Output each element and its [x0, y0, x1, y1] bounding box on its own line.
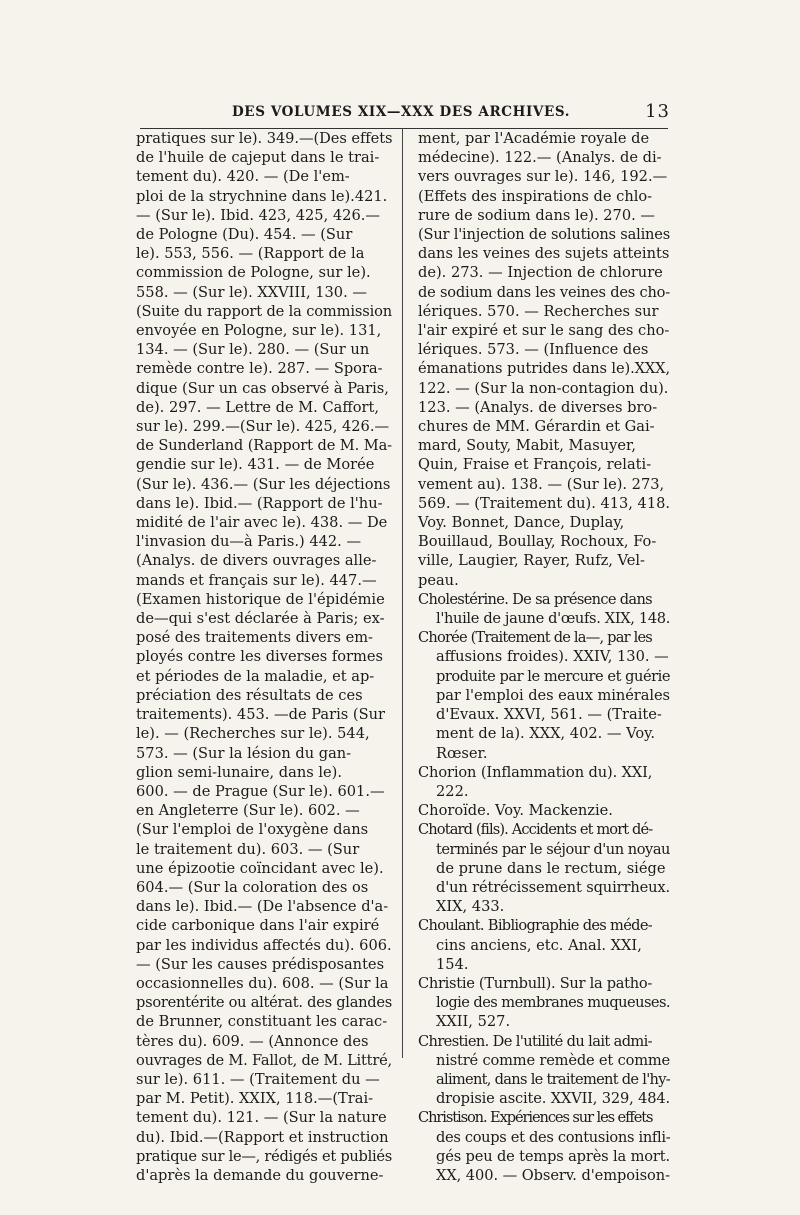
text-line: 573. — (Sur la lésion du gan- [136, 744, 352, 762]
text-line: (Effets des inspirations de chlo- [418, 187, 653, 205]
text-line: remède contre le). 287. — Spora- [136, 360, 383, 378]
text-line: vement au). 138. — (Sur le). 273, [418, 475, 665, 493]
text-line: 154. [436, 955, 469, 973]
text-line: 569. — (Traitement du). 413, 418. [418, 494, 670, 512]
text-line: (Sur le). 436.— (Sur les déjections [136, 475, 391, 493]
text-line: de Sunderland (Rapport de M. Ma- [136, 437, 392, 455]
text-line: ment, par l'Académie royale de [418, 130, 650, 147]
text-line: posé des traitements divers em- [136, 629, 373, 647]
text-line: psorentérite ou altérat. des glandes [136, 994, 393, 1012]
text-line: (Examen historique de l'épidémie [136, 590, 385, 608]
text-line: lériques. 573. — (Influence des [418, 341, 649, 359]
index-entry-continuation [418, 129, 670, 590]
text-line: par l'emploi des eaux minérales [436, 686, 670, 704]
text-line: tement du). 420. — (De l'em- [136, 168, 350, 186]
text-line: Choroïde. Voy. Mackenzie. [418, 802, 613, 820]
text-line: de). 273. — Injection de chlorure [418, 264, 663, 282]
text-line: 123. — (Analys. de diverses bro- [418, 398, 658, 416]
page-header [140, 101, 670, 128]
right-column [418, 129, 670, 1185]
text-line: Chorion (Inflammation du). XXI, [418, 763, 653, 781]
text-line: en Angleterre (Sur le). 602. — [136, 802, 360, 820]
text-line: le). 553, 556. — (Rapport de la [136, 245, 365, 263]
index-entry [418, 628, 670, 762]
text-line: dique (Sur un cas observé à Paris, [136, 379, 389, 397]
text-line: Christison. Expériences sur les effets [418, 1109, 653, 1127]
text-line: l'air expiré et sur le sang des cho- [418, 322, 670, 340]
text-line: de sodium dans les veines des cho- [418, 283, 670, 301]
text-line: gés peu de temps après la mort. [436, 1147, 670, 1165]
text-line: 604.— (Sur la coloration des os [136, 878, 369, 896]
text-line: 558. — (Sur le). XXVIII, 130. — [136, 283, 367, 301]
text-line: de l'huile de cajeput dans le trai- [136, 149, 380, 167]
text-line: le). — (Recherches sur le). 544, [136, 725, 370, 743]
text-line: ment de la). XXX, 402. — Voy. [436, 725, 656, 743]
text-line: d'après la demande du gouverne- [136, 1166, 384, 1184]
text-line: 122. — (Sur la non-contagion du). [418, 379, 669, 397]
index-entry [418, 763, 670, 801]
column-divider [402, 128, 403, 1058]
text-line: Christie (Turnbull). Sur la patho- [418, 974, 653, 992]
text-line: ouvrages de M. Fallot, de M. Littré, [136, 1051, 392, 1069]
text-line: 600. — de Prague (Sur le). 601.— [136, 782, 385, 800]
text-line: une épizootie coïncidant avec le). [136, 859, 384, 877]
text-line: sur le). 611. — (Traitement du — [136, 1070, 380, 1088]
text-line: aliment, dans le traitement de l'hy- [436, 1070, 670, 1088]
index-entry [418, 974, 670, 1032]
text-line: affusions froides). XXIV, 130. — [436, 648, 669, 666]
text-line: dropisie ascite. XXVII, 329, 484. [436, 1090, 670, 1108]
text-line: de prune dans le rectum, siége [436, 859, 666, 877]
index-entry [418, 801, 670, 820]
text-line: — (Sur le). Ibid. 423, 425, 426.— [136, 206, 380, 224]
text-line: traitements). 453. —de Paris (Sur [136, 706, 385, 724]
text-line: Chorée (Traitement de la—, par les [418, 629, 652, 647]
text-line: ployés contre les diverses formes [136, 648, 383, 666]
text-line: commission de Pologne, sur le). [136, 264, 371, 282]
text-line: (Suite du rapport de la commission [136, 302, 393, 320]
text-line: produite par le mercure et guérie [436, 667, 671, 685]
text-line: ploi de la strychnine dans le).421. [136, 187, 388, 205]
text-line: lériques. 570. — Recherches sur [418, 302, 659, 320]
text-line: Quin, Fraise et François, relati- [418, 456, 652, 474]
text-line: tement du). 121. — (Sur la nature [136, 1109, 387, 1127]
text-line: de Pologne (Du). 454. — (Sur [136, 226, 353, 244]
text-line: Voy. Bonnet, Dance, Duplay, [418, 514, 625, 532]
text-line: l'invasion du—à Paris.) 442. — [136, 533, 362, 551]
text-line: Chrestien. De l'utilité du lait admi- [418, 1032, 652, 1050]
text-line: par M. Petit). XXIX, 118.—(Trai- [136, 1090, 374, 1108]
text-line: l'huile de jaune d'œufs. XIX, 148. [436, 610, 671, 628]
text-line: XIX, 433. [436, 898, 505, 916]
index-entry [418, 1032, 670, 1109]
text-line: logie des membranes muqueuses. [436, 994, 670, 1012]
text-line: Choulant. Bibliographie des méde- [418, 917, 653, 935]
text-line: (Sur l'injection de solutions salines [418, 226, 671, 244]
text-line: médecine). 122.— (Analys. de di- [418, 149, 662, 167]
text-line: Rœser. [436, 744, 488, 762]
text-line: émanations putrides dans le).XXX, [418, 360, 670, 378]
text-line: Cholestérine. De sa présence dans [418, 590, 652, 608]
text-line: Bouillaud, Boullay, Rochoux, Fo- [418, 533, 657, 551]
text-line: de—qui s'est déclarée à Paris; ex- [136, 610, 385, 628]
text-line: — (Sur les causes prédisposantes [136, 955, 385, 973]
text-line: préciation des résultats de ces [136, 686, 363, 704]
text-line: ville, Laugier, Rayer, Rufz, Vel- [418, 552, 645, 570]
text-line: 222. [436, 782, 469, 800]
text-line: envoyée en Pologne, sur le). 131, [136, 322, 382, 340]
text-line: terminés par le séjour d'un noyau [436, 840, 670, 858]
text-line: et périodes de la maladie, et ap- [136, 667, 375, 685]
index-entry [418, 1108, 670, 1185]
text-line: dans les veines des sujets atteints [418, 245, 670, 263]
text-line: Chotard (fils). Accidents et mort dé- [418, 821, 653, 839]
text-line: sur le). 299.—(Sur le). 425, 426.— [136, 418, 390, 436]
text-line: XX, 400. — Observ. d'empoison- [436, 1166, 670, 1184]
index-entry [418, 590, 670, 628]
text-line: mard, Souty, Mabit, Masuyer, [418, 437, 636, 455]
text-line: dans le). Ibid.— (Rapport de l'hu- [136, 494, 383, 512]
text-line: glion semi-lunaire, dans le). [136, 763, 342, 781]
text-line: chures de MM. Gérardin et Gai- [418, 418, 655, 436]
index-entry [418, 916, 670, 974]
text-line: (Analys. de divers ouvrages alle- [136, 552, 377, 570]
text-line: mands et français sur le). 447.— [136, 571, 377, 589]
text-line: de Brunner, constituant les carac- [136, 1013, 388, 1031]
text-line: de). 297. — Lettre de M. Caffort, [136, 398, 379, 416]
text-line: XXII, 527. [436, 1013, 511, 1031]
text-line: cins anciens, etc. Anal. XXI, [436, 936, 642, 954]
text-line: par les individus affectés du). 606. [136, 936, 392, 954]
text-line: (Sur l'emploi de l'oxygène dans [136, 821, 369, 839]
text-line: tères du). 609. — (Annonce des [136, 1032, 369, 1050]
text-line: 134. — (Sur le). 280. — (Sur un [136, 341, 370, 359]
running-title: DES VOLUMES XIX—XXX DES ARCHIVES. [232, 104, 571, 120]
text-line: rure de sodium dans le). 270. — [418, 206, 655, 224]
text-line: le traitement du). 603. — (Sur [136, 840, 360, 858]
index-entry [418, 820, 670, 916]
page-number: 13 [645, 101, 670, 122]
text-line: vers ouvrages sur le). 146, 192.— [418, 168, 668, 186]
text-line: nistré comme remède et comme [436, 1051, 670, 1069]
text-line: pratiques sur le). 349.—(Des effets [136, 130, 393, 147]
left-column [136, 129, 392, 1185]
text-line: des coups et des contusions infli- [436, 1128, 671, 1146]
text-line: gendie sur le). 431. — de Morée [136, 456, 375, 474]
text-line: midité de l'air avec le). 438. — De [136, 514, 388, 532]
text-line: d'un rétrécissement squirrheux. [436, 878, 670, 896]
text-line: peau. [418, 571, 459, 589]
text-line: cide carbonique dans l'air expiré [136, 917, 380, 935]
text-line: occasionnelles du). 608. — (Sur la [136, 974, 389, 992]
text-line: du). Ibid.—(Rapport et instruction [136, 1128, 389, 1146]
text-line: d'Evaux. XXVI, 561. — (Traite- [436, 706, 662, 724]
text-line: pratique sur le—, rédigés et publiés [136, 1147, 392, 1165]
text-line: dans le). Ibid.— (De l'absence d'a- [136, 898, 389, 916]
